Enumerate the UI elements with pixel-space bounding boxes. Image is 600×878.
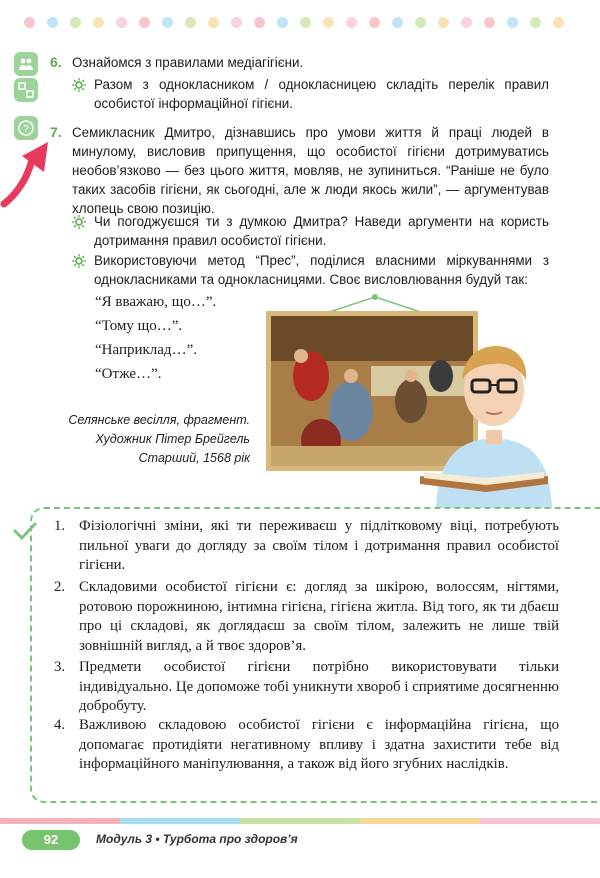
summary-item [54, 716, 559, 775]
group-work-icon [14, 52, 38, 76]
summary-item-text: Фізіологічні зміни, які ти переживаєш у підлітковому віці, потребують пильної уваги до догляду за своїм тілом і дотримання правил особистої гігієни. [79, 518, 559, 573]
task-number: 6. [50, 54, 62, 70]
decorative-dot [438, 17, 449, 28]
summary-item-text: Предмети особистої гігієни потрібно використовувати тільки індивідуально. Це допоможе тобі уникнути хвороб і сприятиме досягненню добробуту. [79, 659, 559, 714]
caption-line: Старший, 1568 рік [138, 451, 250, 465]
subtask-text: Чи погоджуєшся ти з думкою Дмитра? Наведи аргументи на користь дотримання правил особистої гігієни. [94, 214, 549, 248]
task-text: Семикласник Дмитро, дізнавшись про умови життя й праці людей в минулому, висловив припущення, що особистої гігієни дотримуватись необов’язково — без цього життя, мовляв, не зупиниться. “Раніше не було таких засобів гігієни, як сьогодні, але ж люди якось жили”, — аргументував хлопець свою позицію. [72, 125, 549, 216]
summary-item-number: 1. [54, 518, 66, 534]
painting-caption [50, 411, 250, 468]
task-text: Ознайомся з правилами медіагігієни. [72, 55, 304, 70]
caption-line: Селянське весілля, фрагмент. [68, 413, 250, 427]
decorative-dot [346, 17, 357, 28]
decorative-dot [208, 17, 219, 28]
boy-with-book-illustration [416, 340, 562, 508]
decorative-dot [461, 17, 472, 28]
task-number: 7. [50, 124, 62, 140]
checkmark-icon [12, 520, 38, 542]
quote-line: “Я вважаю, що…”. [95, 294, 217, 310]
pair-work-icon [14, 78, 38, 102]
decorative-dot [484, 17, 495, 28]
decorative-dot [162, 17, 173, 28]
decorative-dot [116, 17, 127, 28]
question-icon [14, 116, 38, 140]
decorative-dot [277, 17, 288, 28]
quote-line: “Отже…”. [95, 366, 162, 382]
decorative-dot [70, 17, 81, 28]
summary-item-number: 2. [54, 579, 66, 595]
decorative-dot [300, 17, 311, 28]
subtask-text: Разом з однокласником / однокласницею складіть перелік правил особистої інформаційної гігієни. [94, 77, 549, 111]
summary-item-number: 4. [54, 717, 66, 733]
summary-item-text: Складовими особистої гігієни є: догляд за шкірою, волоссям, нігтями, ротовою порожниною, інтимна гігієна, гігієна житла. Від того, як ти дбаєш про ці складові, як доглядаєш за своїм тілом, залежить не лише твій зовнішній вигляд, а й твоє здоров’я. [79, 579, 559, 654]
footer-stripe [0, 818, 600, 824]
quote-line: “Тому що…”. [95, 318, 183, 334]
decorative-dot [254, 17, 265, 28]
decorative-dot [369, 17, 380, 28]
footer-module-title: Модуль 3 • Турбота про здоров’я [96, 832, 298, 846]
caption-line: Художник Пітер Брейгель [95, 432, 250, 446]
decorative-dot [24, 17, 35, 28]
decorative-dot [392, 17, 403, 28]
decorative-dot [185, 17, 196, 28]
summary-item-text: Важливою складовою особистої гігієни є інформаційна гігієна, що допомагає протидіяти негативному впливу і здатна захистити тебе від інформаційного маніпулювання, а також від його згубних наслідків. [79, 717, 559, 772]
sun-bullet-icon [72, 78, 86, 92]
decorative-dot [530, 17, 541, 28]
decorative-dot [507, 17, 518, 28]
quote-line: “Наприклад…”. [95, 342, 197, 358]
svg-text:?: ? [23, 124, 29, 135]
sun-bullet-icon [72, 254, 86, 268]
highlight-arrow-icon [0, 138, 56, 208]
top-dots-decoration [24, 17, 580, 29]
decorative-dot [139, 17, 150, 28]
subtask-text: Використовуючи метод “Прес”, поділися власними міркуваннями з однокласниками та однокласницями. Своє висловлювання будуй так: [94, 253, 549, 287]
decorative-dot [47, 17, 58, 28]
sun-bullet-icon [72, 215, 86, 229]
page-number: 92 [22, 830, 80, 850]
decorative-dot [323, 17, 334, 28]
decorative-dot [415, 17, 426, 28]
summary-item [54, 658, 559, 717]
summary-item-number: 3. [54, 659, 66, 675]
decorative-dot [553, 17, 564, 28]
summary-item [54, 578, 559, 656]
decorative-dot [93, 17, 104, 28]
decorative-dot [231, 17, 242, 28]
summary-item [54, 517, 559, 576]
